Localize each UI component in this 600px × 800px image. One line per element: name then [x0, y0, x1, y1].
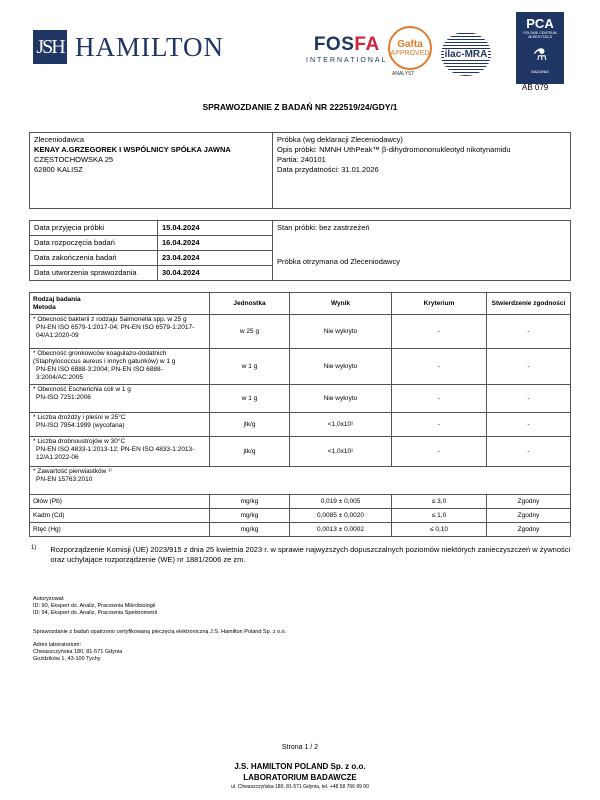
sample-expiry: Data przydatności: 31.01.2026 [277, 165, 379, 174]
test-criterion: - [392, 437, 487, 467]
header-conformity: Stwierdzenie zgodności [487, 293, 571, 315]
date-label: Data rozpoczęcia badań [30, 236, 158, 251]
test-conformity: - [487, 349, 571, 385]
gafta-bottom: APPROVED [390, 50, 430, 57]
test-unit: w 25 g [210, 315, 290, 349]
footnote [31, 545, 571, 565]
client-sample-table [29, 132, 571, 281]
test-result: Nie wykryto [290, 315, 392, 349]
client-city: 62800 KALISZ [34, 165, 83, 174]
element-name: Rtęć (Hg) [30, 523, 210, 537]
element-conformity: Zgodny [487, 509, 571, 523]
date-label: Data przyjęcia próbki [30, 221, 158, 236]
test-conformity: - [487, 385, 571, 413]
sample-cell [273, 133, 571, 209]
fosfa-logo [306, 34, 388, 64]
test-conformity: - [487, 315, 571, 349]
table-row [30, 495, 571, 509]
pca-badania: BADANIA [531, 69, 549, 74]
element-conformity: Zgodny [487, 523, 571, 537]
test-unit: jtk/g [210, 437, 290, 467]
gafta-top: Gafta [397, 39, 423, 50]
element-result: 0,0013 ± 0,0002 [290, 523, 392, 537]
element-name: Ołów (Pb) [30, 495, 210, 509]
elements-group-name: * Zawartość pierwiastków ¹⁾ [33, 468, 112, 475]
sample-state: Stan próbki: bez zastrzeżeń [277, 223, 370, 232]
date-value: 23.04.2024 [158, 251, 273, 266]
footnote-text: Rozporządzenie Komisji (UE) 2023/915 z dnia 25 kwietnia 2023 r. w sprawie najwyższych dopuszczalnych poziomów niektórych zanieczyszczeń w żywności oraz uchylające rozporządzenie (WE) nr 1881/2006 ze zm. [50, 545, 571, 564]
flask-icon: ⚗ [532, 47, 548, 64]
ilac-label: ilac-MRA [444, 48, 488, 60]
gafta-sub: ANALYST [392, 71, 415, 77]
test-criterion: - [392, 315, 487, 349]
test-criterion: - [392, 413, 487, 437]
element-unit: mg/kg [210, 495, 290, 509]
page-number: Strona 1 / 2 [281, 744, 319, 751]
lab-address-line: Chwaszczyńska 180, 81-571 Gdynia [33, 649, 123, 655]
sample-batch: Partia: 240101 [277, 155, 326, 164]
test-unit: w 1 g [210, 385, 290, 413]
element-criterion: ≤ 0,10 [392, 523, 487, 537]
results-table [29, 292, 571, 537]
footer-company: J.S. HAMILTON POLAND Sp. z o.o. [234, 762, 366, 771]
pca-title: PCA [526, 16, 554, 31]
elements-group-row [30, 467, 571, 495]
report-title: SPRAWOZDANIE Z BADAŃ NR 222519/24/GDY/1 [202, 102, 398, 112]
footer-address: ul. Chwaszczyńska 180, 81-571 Gdynia, tel. +48 58 766 99 00 [231, 784, 369, 790]
test-method: PN-ISO 7251:2006 [36, 394, 91, 401]
table-row [30, 349, 571, 385]
elements-group-method: PN-EN 15763:2010 [36, 476, 93, 483]
test-name: * Obecność Escherichia coli w 1 g [33, 386, 131, 393]
fosfa-word-a: FOS [313, 34, 355, 55]
header-method: Metoda [33, 303, 56, 311]
test-method: PN-ISO 7954:1999 (wycofana) [36, 422, 125, 429]
date-value: 30.04.2024 [158, 266, 273, 281]
header-unit: Jednostka [210, 293, 290, 315]
sample-label: Próbka (wg deklaracji Zleceniodawcy) [277, 135, 403, 144]
hamilton-wordmark: HAMILTON [75, 31, 225, 62]
element-criterion: ≤ 1,0 [392, 509, 487, 523]
header-type: Rodzaj badania [33, 295, 81, 303]
test-method: PN-EN ISO 6579-1:2017-04; PN-EN ISO 6579-1:2017-04/A1:2020-09 [36, 324, 195, 339]
element-conformity: Zgodny [487, 495, 571, 509]
element-unit: mg/kg [210, 509, 290, 523]
test-unit: jtk/g [210, 413, 290, 437]
authorized-line: ID: 94, Ekspert ds. Analiz, Pracownia Spektrometrii [33, 610, 158, 616]
authorized-label: Autoryzował: [33, 596, 65, 602]
test-result: Nie wykryto [290, 385, 392, 413]
ilac-mra-logo [441, 32, 491, 76]
table-row [30, 509, 571, 523]
test-unit: w 1 g [210, 349, 290, 385]
authorized-line: ID: 90, Ekspert ds. Analiz, Pracownia Mikrobiologii [33, 603, 156, 609]
date-label: Data zakończenia badań [30, 251, 158, 266]
pca-logo [516, 12, 564, 84]
sample-origin: Próbka otrzymana od Zleceniodawcy [277, 257, 400, 266]
sample-desc: Opis próbki: NMNH UthPeak™ β-dihydromononukleotyd nikotynamidu [277, 145, 511, 154]
signature-note: Sprawozdanie z badań opatrzono certyfikowaną pieczęcią elektroniczną J.S. Hamilton Poland Sp. z o.o. [33, 629, 287, 635]
test-criterion: - [392, 385, 487, 413]
hamilton-logo [33, 30, 224, 64]
gafta-logo [388, 26, 432, 70]
test-criterion: - [392, 349, 487, 385]
table-row [30, 385, 571, 413]
test-result: <1,0x10¹ [290, 413, 392, 437]
header-criterion: Kryterium [392, 293, 487, 315]
table-row [30, 315, 571, 349]
footer-lab: LABORATORIUM BADAWCZE [243, 773, 357, 782]
header-result: Wynik [290, 293, 392, 315]
date-value: 16.04.2024 [158, 236, 273, 251]
test-name: * Obecność gronkowców koagulazo-dodatnich (Staphylococcus aureus i innych gatunków) w 1 g [33, 350, 176, 365]
table-row [30, 437, 571, 467]
sample-state-cell [273, 221, 571, 281]
test-method: PN-EN ISO 6888-3:2004; PN-EN ISO 6888-3:2004/AC:2005 [36, 366, 163, 381]
test-method: PN-EN ISO 4833-1:2013-12; PN-EN ISO 4833-1:2013-12/A1:2022-06 [36, 446, 195, 461]
element-unit: mg/kg [210, 523, 290, 537]
pca-sub: POLSKIE CENTRUM AKREDYTACJI [523, 31, 557, 39]
element-result: 0,0085 ± 0,0020 [290, 509, 392, 523]
client-cell [30, 133, 273, 209]
element-criterion: ≤ 3,0 [392, 495, 487, 509]
date-value: 15.04.2024 [158, 221, 273, 236]
test-name: * Liczba drobnoustrojów w 30°C [33, 438, 126, 445]
table-row [30, 523, 571, 537]
test-result: <1,0x10¹ [290, 437, 392, 467]
date-label: Data utworzenia sprawozdania [30, 266, 158, 281]
client-name: KENAY A.GRZEGOREK I WSPÓLNICY SPÓŁKA JAWNA [34, 145, 231, 154]
test-name: * Liczba drożdży i pleśni w 25°C [33, 414, 126, 421]
element-name: Kadm (Cd) [30, 509, 210, 523]
footnote-mark: 1) [31, 545, 37, 551]
fosfa-sub: INTERNATIONAL [306, 57, 388, 64]
test-conformity: - [487, 437, 571, 467]
hamilton-mark: JSH [33, 30, 67, 64]
test-result: Nie wykryto [290, 349, 392, 385]
lab-address-label: Adres laboratorium: [33, 642, 81, 648]
test-name: * Obecność bakterii z rodzaju Salmonella spp. w 25 g [33, 316, 187, 323]
element-result: 0,019 ± 0,005 [290, 495, 392, 509]
lab-address-block [33, 642, 122, 663]
client-street: CZĘSTOCHOWSKA 25 [34, 155, 114, 164]
client-label: Zleceniodawca [34, 135, 85, 144]
authorization-block [33, 596, 157, 617]
fosfa-word-b: FA [354, 34, 380, 55]
test-conformity: - [487, 413, 571, 437]
results-header-row [30, 293, 571, 315]
lab-address-line: Goździków 1, 43-100 Tychy [33, 656, 101, 662]
accreditation-number: AB 079 [522, 83, 549, 92]
table-row [30, 413, 571, 437]
